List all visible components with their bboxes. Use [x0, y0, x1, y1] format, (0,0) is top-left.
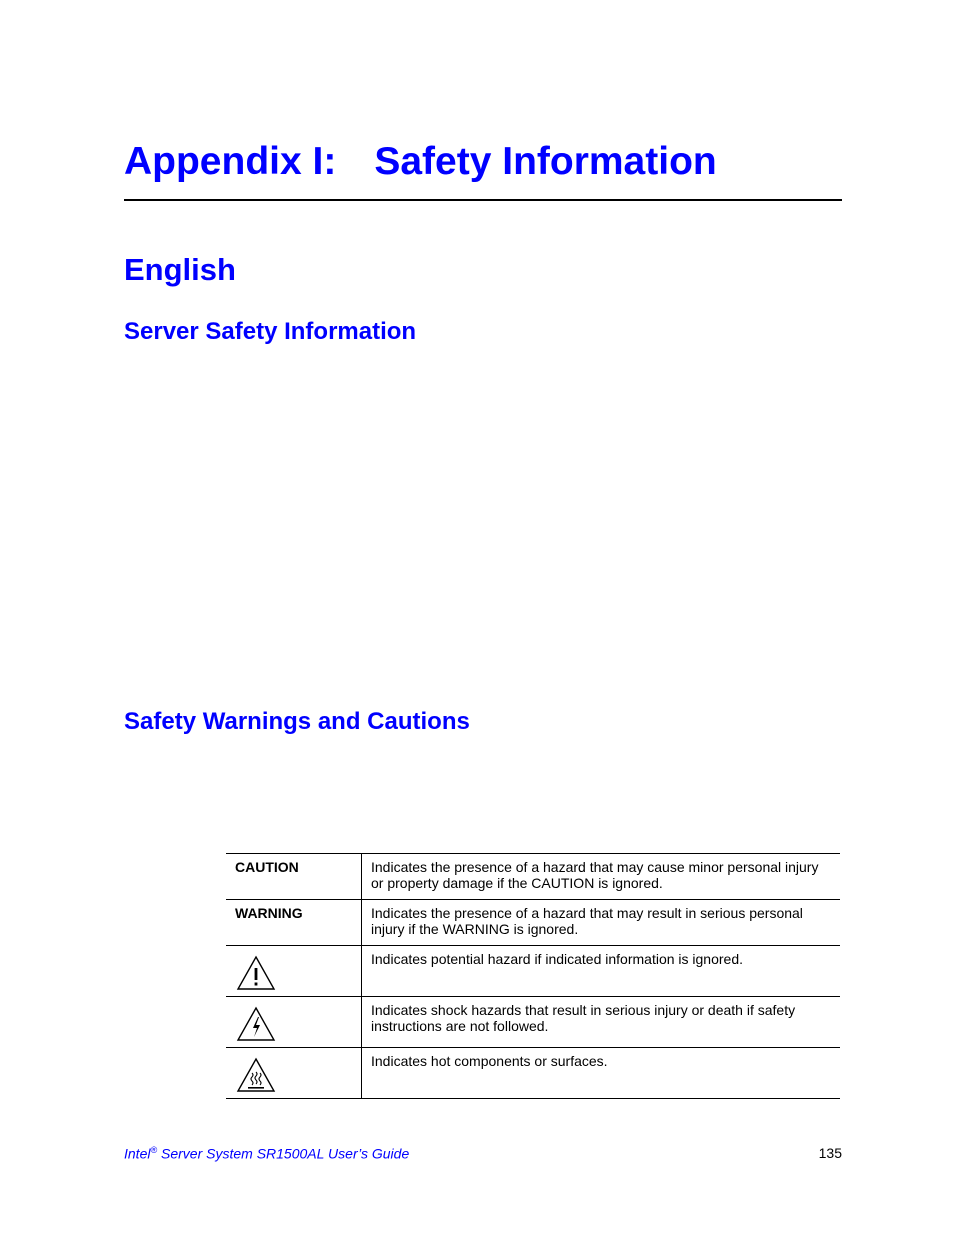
table-row	[226, 997, 840, 1048]
table-row	[226, 854, 840, 900]
hot-surface-description: Indicates hot components or surfaces.	[362, 1048, 841, 1099]
table-row	[226, 900, 840, 946]
appendix-heading-text: Safety Information	[374, 140, 717, 183]
warnings-cautions-heading: Safety Warnings and Cautions	[124, 708, 470, 735]
server-safety-heading: Server Safety Information	[124, 318, 417, 345]
caution-description: Indicates the presence of a hazard that may cause minor personal injury or property damage if the CAUTION is ignored.	[362, 854, 841, 900]
footer-guide-text: Server System SR1500AL User’s Guide	[157, 1145, 410, 1162]
title-rule	[124, 199, 842, 201]
appendix-label: Appendix I:	[124, 140, 337, 183]
footer-brand: Intel	[124, 1145, 151, 1162]
caution-term: CAUTION	[235, 859, 299, 875]
footer-guide-title	[124, 1145, 409, 1162]
appendix-title	[124, 140, 717, 184]
table-row	[226, 1048, 840, 1099]
exclamation-triangle-icon	[235, 954, 277, 992]
language-heading: English	[124, 252, 236, 287]
registered-mark: ®	[150, 1145, 158, 1155]
warning-term: WARNING	[235, 905, 303, 921]
general-hazard-description: Indicates potential hazard if indicated information is ignored.	[362, 946, 841, 997]
shock-hazard-description: Indicates shock hazards that result in serious injury or death if safety instructions are not followed.	[362, 997, 841, 1048]
hot-surface-triangle-icon	[235, 1056, 277, 1094]
safety-legend-table	[226, 853, 840, 1099]
table-row	[226, 946, 840, 997]
warning-description: Indicates the presence of a hazard that may result in serious personal injury if the WARNING is ignored.	[362, 900, 841, 946]
electric-shock-triangle-icon	[235, 1005, 277, 1043]
page-number: 135	[818, 1145, 842, 1161]
